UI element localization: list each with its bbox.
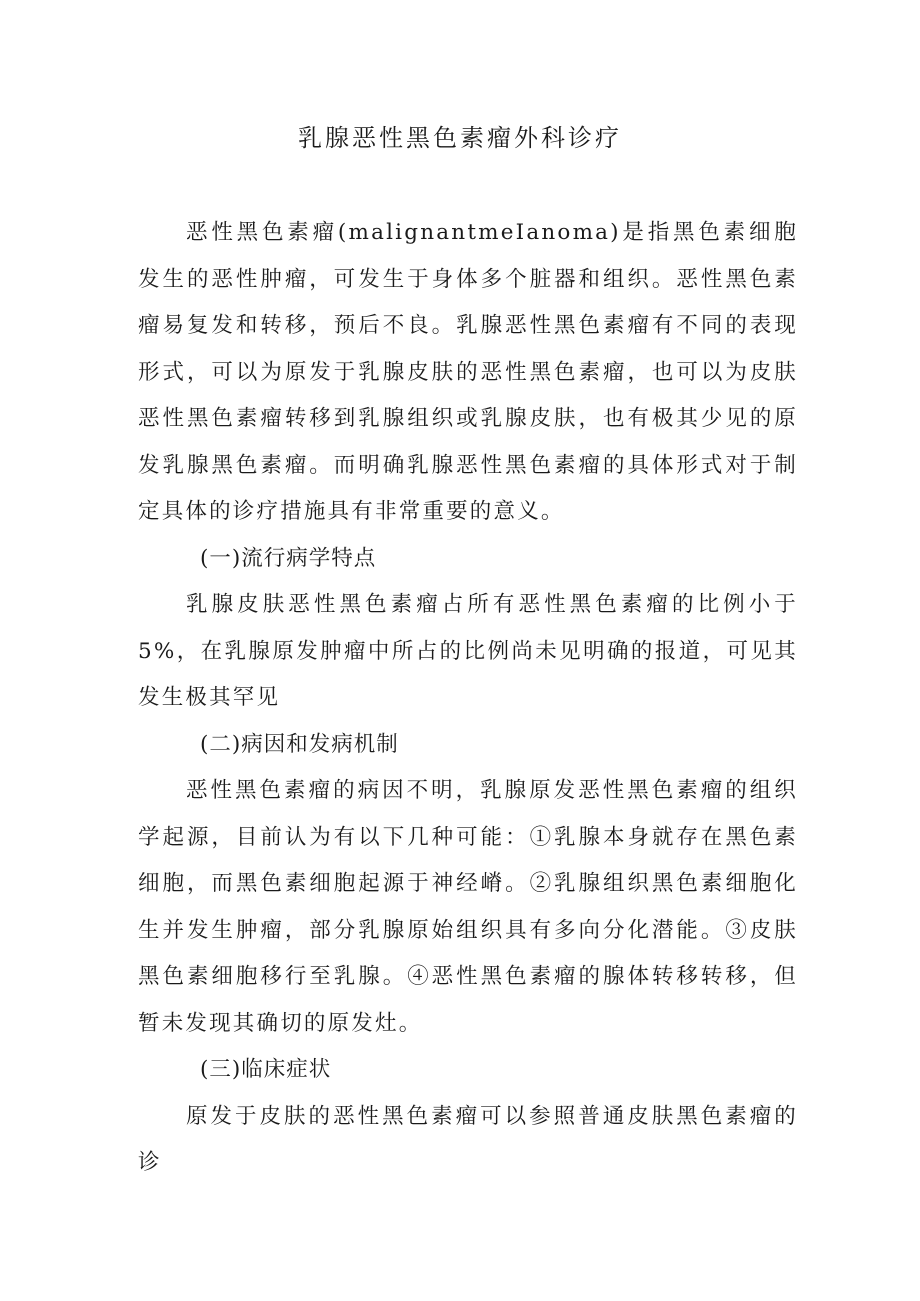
document-body <box>138 210 798 1187</box>
paragraph-etiology: 恶性黑色素瘤的病因不明，乳腺原发恶性黑色素瘤的组织学起源，目前认为有以下几种可能：①乳腺本身就存在黑色素细胞，而黑色素细胞起源于神经嵴。②乳腺组织黑色素细胞化生并发生肿瘤，部分乳腺原始组织具有多向分化潜能。③皮肤黑色素细胞移行至乳腺。④恶性黑色素瘤的腺体转移转移，但暂未发现其确切的原发灶。 <box>138 778 798 1036</box>
paragraph-intro: 恶性黑色素瘤(malignantmeIanoma)是指黑色素细胞发生的恶性肿瘤，可发生于身体多个脏器和组织。恶性黑色素瘤易复发和转移，预后不良。乳腺恶性黑色素瘤有不同的表现形式，可以为原发于乳腺皮肤的恶性黑色素瘤，也可以为皮肤恶性黑色素瘤转移到乳腺组织或乳腺皮肤，也有极其少见的原发乳腺黑色素瘤。而明确乳腺恶性黑色素瘤的具体形式对于制定具体的诊疗措施具有非常重要的意义。 <box>138 220 798 524</box>
section-heading-epidemiology: (一)流行病学特点 <box>200 545 377 571</box>
document-title: 乳腺恶性黑色素瘤外科诊疗 <box>298 124 622 152</box>
paragraph-symptoms: 原发于皮肤的恶性黑色素瘤可以参照普通皮肤黑色素瘤的诊 <box>138 1103 798 1175</box>
section-heading-etiology: (二)病因和发病机制 <box>200 731 399 757</box>
paragraph-epidemiology: 乳腺皮肤恶性黑色素瘤占所有恶性黑色素瘤的比例小于5%，在乳腺原发肿瘤中所占的比例尚未见明确的报道，可见其发生极其罕见 <box>138 592 798 710</box>
section-heading-symptoms: (三)临床症状 <box>200 1057 332 1082</box>
